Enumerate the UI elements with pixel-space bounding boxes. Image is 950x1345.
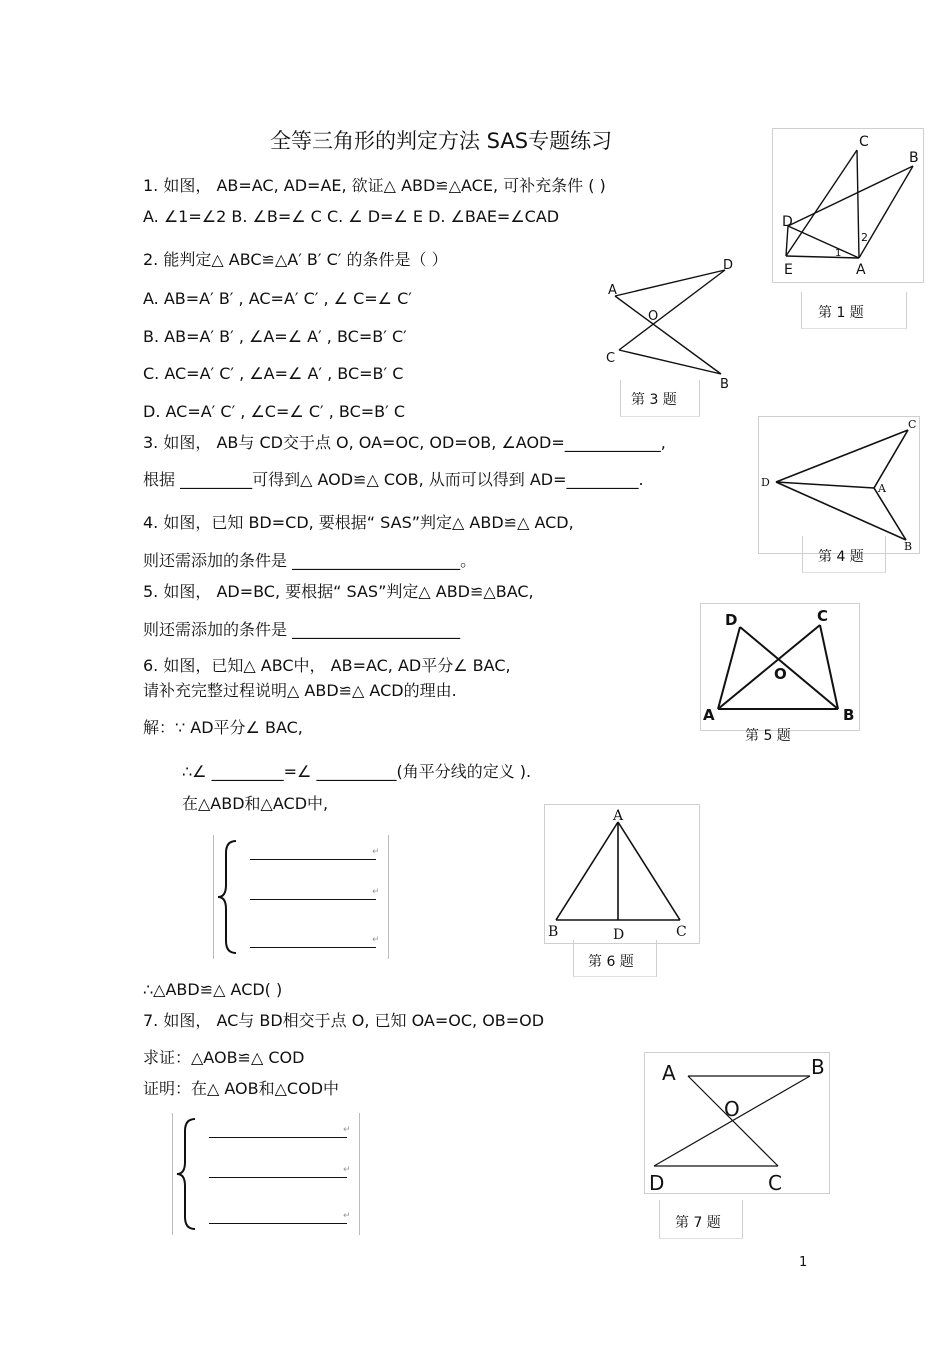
q6-conclusion: ∴△ABD≌△ ACD( ) xyxy=(143,980,283,999)
answer-blank[interactable] xyxy=(250,859,376,860)
label-B: B xyxy=(909,150,919,166)
label-B: B xyxy=(904,540,913,553)
figure-6 xyxy=(544,804,700,944)
q2-option-a: A. AB=A′ B′ , AC=A′ C′ , ∠ C=∠ C′ xyxy=(143,289,412,308)
label-A: A xyxy=(856,262,866,278)
label-E: E xyxy=(784,262,793,278)
q5-line2: 则还需添加的条件是 _____________________ xyxy=(143,620,461,639)
q2-option-b: B. AB=A′ B′ , ∠A=∠ A′ , BC=B′ C′ xyxy=(143,327,407,346)
q6-solution-3: 在△ABD和△ACD中, xyxy=(182,794,329,813)
q6-brace-box: ↵ ↵ ↵ xyxy=(213,835,389,959)
answer-blank[interactable] xyxy=(250,899,376,900)
q2-stem: 2. 能判定△ ABC≌△A′ B′ C′ 的条件是（ ） xyxy=(143,250,448,269)
q2-option-d: D. AC=A′ C′ , ∠C=∠ C′ , BC=B′ C xyxy=(143,402,406,421)
caption-figure-1: 第 1 题 xyxy=(818,305,864,321)
label-A: A xyxy=(613,808,624,824)
caption-figure-3: 第 3 题 xyxy=(631,392,677,408)
label-angle-2: 2 xyxy=(861,231,868,244)
q1-options: A. ∠1=∠2 B. ∠B=∠ C C. ∠ D=∠ E D. ∠BAE=∠CAD xyxy=(143,207,560,226)
label-O: O xyxy=(774,665,787,683)
label-A: A xyxy=(878,482,886,495)
label-B: B xyxy=(811,1055,825,1079)
answer-blank[interactable] xyxy=(209,1177,347,1178)
q7-prove: 求证：△AOB≌△ COD xyxy=(143,1048,305,1067)
label-C: C xyxy=(768,1171,782,1194)
page-title: 全等三角形的判定方法 SAS专题练习 xyxy=(270,129,613,153)
q6-solution-2: ∴∠ _________=∠ __________(角平分线的定义 ). xyxy=(182,762,532,781)
label-D: D xyxy=(761,476,770,489)
q4-stem: 4. 如图，已知 BD=CD, 要根据“ SAS”判定△ ABD≌△ ACD, xyxy=(143,513,574,532)
caption-figure-7: 第 7 题 xyxy=(675,1215,721,1231)
brace-icon xyxy=(175,1113,205,1235)
label-D: D xyxy=(723,258,734,273)
answer-blank[interactable] xyxy=(250,947,376,948)
q3-stem: 3. 如图， AB与 CD交于点 O, OA=OC, OD=OB, ∠AOD=____________, xyxy=(143,433,666,452)
label-D: D xyxy=(782,214,793,230)
label-O: O xyxy=(724,1097,740,1121)
q6-stem: 6. 如图，已知△ ABC中， AB=AC, AD平分∠ BAC, xyxy=(143,656,511,675)
q2-option-c: C. AC=A′ C′ , ∠A=∠ A′ , BC=B′ C xyxy=(143,364,404,383)
label-A: A xyxy=(703,706,715,724)
answer-blank[interactable] xyxy=(209,1137,347,1138)
q5-stem: 5. 如图， AD=BC, 要根据“ SAS”判定△ ABD≌△BAC, xyxy=(143,582,534,601)
label-C: C xyxy=(817,607,829,625)
label-O: O xyxy=(648,309,659,324)
q6-solution-1: 解：∵ AD平分∠ BAC, xyxy=(143,718,303,737)
caption-figure-4: 第 4 题 xyxy=(818,549,864,565)
q6-line2: 请补充完整过程说明△ ABD≌△ ACD的理由. xyxy=(143,681,457,700)
q7-proof-start: 证明：在△ AOB和△COD中 xyxy=(143,1079,340,1098)
q1-stem: 1. 如图， AB=AC, AD=AE, 欲证△ ABD≌△ACE, 可补充条件 ( ) xyxy=(143,176,606,195)
q4-line2: 则还需添加的条件是 _____________________。 xyxy=(143,551,477,570)
label-C: C xyxy=(676,924,687,940)
figure-3 xyxy=(601,254,747,394)
label-B: B xyxy=(843,706,855,724)
q3-line2: 根据 _________可得到△ AOD≌△ COB, 从而可以得到 AD=_________. xyxy=(143,470,644,489)
page-number: 1 xyxy=(799,1255,808,1270)
q7-brace-box: ↵ ↵ ↵ xyxy=(172,1113,360,1235)
answer-blank[interactable] xyxy=(209,1223,347,1224)
label-C: C xyxy=(908,418,917,431)
label-angle-1: 1 xyxy=(835,248,842,259)
brace-icon xyxy=(216,835,246,959)
label-B: B xyxy=(720,377,729,392)
label-A: A xyxy=(662,1061,676,1085)
q7-stem: 7. 如图， AC与 BD相交于点 O, 已知 OA=OC, OB=OD xyxy=(143,1011,545,1030)
label-D: D xyxy=(725,611,738,629)
figure-5 xyxy=(700,603,860,731)
label-A: A xyxy=(608,283,617,298)
label-C: C xyxy=(606,351,616,366)
label-D: D xyxy=(649,1171,665,1194)
figure-4 xyxy=(758,416,920,554)
caption-figure-6: 第 6 题 xyxy=(588,954,634,970)
label-B: B xyxy=(548,924,559,940)
label-C: C xyxy=(859,134,869,150)
caption-figure-5: 第 5 题 xyxy=(745,728,791,744)
figure-7 xyxy=(644,1052,830,1194)
label-D: D xyxy=(613,927,625,943)
figure-1 xyxy=(772,128,924,283)
